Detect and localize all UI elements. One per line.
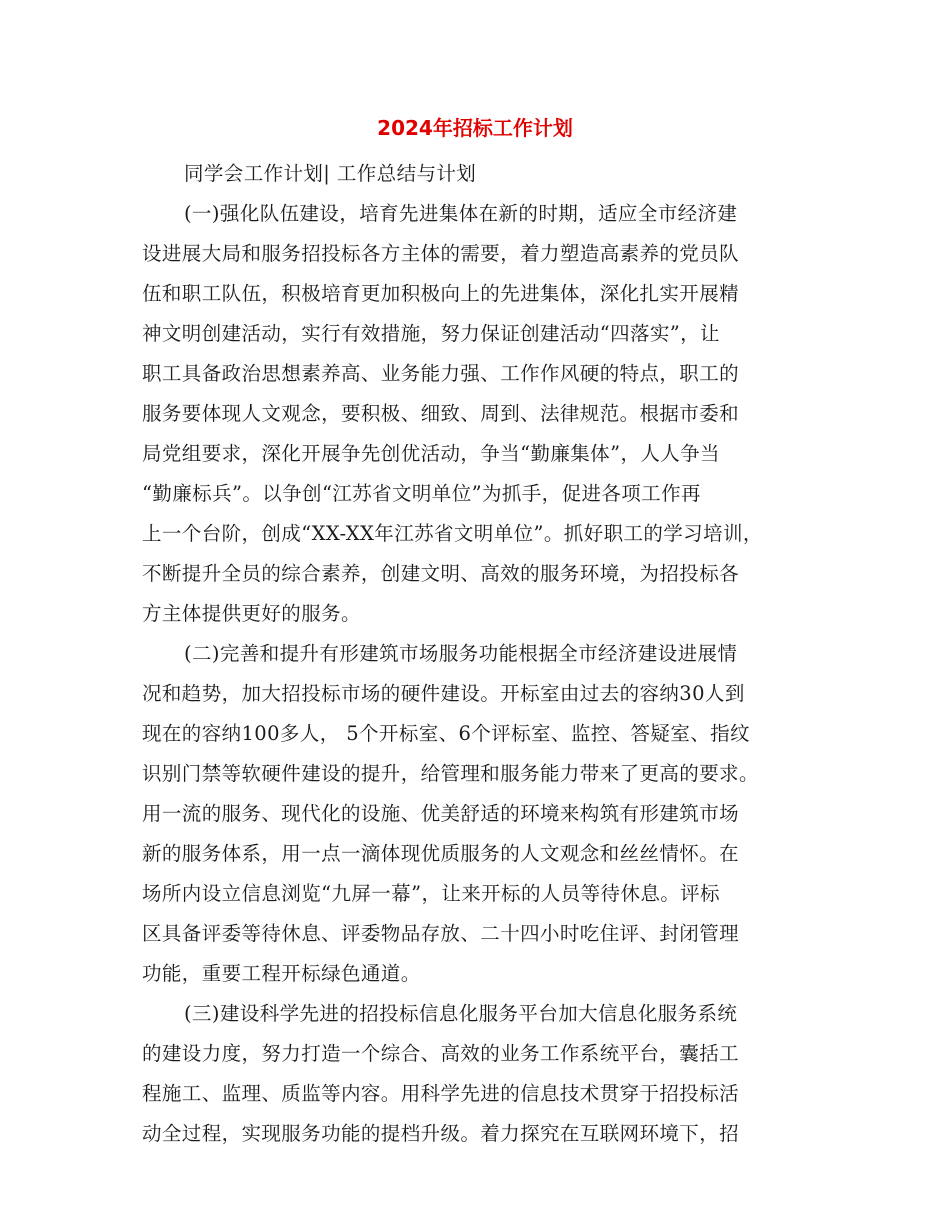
text-line: 不断提升全员的综合素养，创建文明、高效的服务环境，为招投标各 <box>142 562 740 585</box>
text-line: 场所内设立信息浏览“九屏一幕”，让来开标的人员等待休息。评标 <box>142 882 720 905</box>
text-line: 伍和职工队伍，积极培育更加积极向上的先进集体，深化扎实开展精 <box>142 282 740 305</box>
text-line: 现在的容纳100多人， 5个开标室、6个评标室、监控、答疑室、指纹 <box>142 722 750 745</box>
text-line: 服务要体现人文观念，要积极、细致、周到、法律规范。根据市委和 <box>142 402 740 425</box>
text-line: “勤廉标兵”。以争创“江苏省文明单位”为抓手，促进各项工作再 <box>142 482 701 505</box>
text-line: 程施工、监理、质监等内容。用科学先进的信息技术贯穿于招投标活 <box>142 1082 740 1105</box>
text-line: 区具备评委等待休息、评委物品存放、二十四小时吃住评、封闭管理 <box>142 922 740 945</box>
text-line: 用一流的服务、现代化的设施、优美舒适的环境来构筑有形建筑市场 <box>142 802 740 825</box>
document-title: 2024年招标工作计划 <box>377 116 573 140</box>
text-line: 神文明创建活动，实行有效措施，努力保证创建活动“四落实”，让 <box>142 322 720 345</box>
text-line: 功能，重要工程开标绿色通道。 <box>142 962 421 985</box>
document-body <box>142 158 822 1158</box>
text-line: 动全过程，实现服务功能的提档升级。着力探究在互联网环境下，招 <box>142 1122 740 1145</box>
text-line: 识别门禁等软硬件建设的提升，给管理和服务能力带来了更高的要求。 <box>142 762 759 785</box>
text-line: 的建设力度，努力打造一个综合、高效的业务工作系统平台，囊括工 <box>142 1042 740 1065</box>
text-line: 况和趋势，加大招投标市场的硬件建设。开标室由过去的容纳30人到 <box>142 682 745 705</box>
text-line: 方主体提供更好的服务。 <box>142 602 361 625</box>
text-line: 上一个台阶，创成“XX-XX年江苏省文明单位”。抓好职工的学习培训， <box>142 522 763 545</box>
text-line: 设进展大局和服务招投标各方主体的需要，着力塑造高素养的党员队 <box>142 242 740 265</box>
text-line: (二)完善和提升有形建筑市场服务功能根据全市经济建设进展情 <box>184 642 738 665</box>
text-line: 局党组要求，深化开展争先创优活动，争当“勤廉集体”，人人争当 <box>142 442 720 465</box>
text-line: 同学会工作计划| 工作总结与计划 <box>184 162 477 185</box>
text-line: (一)强化队伍建设，培育先进集体在新的时期，适应全市经济建 <box>184 202 738 225</box>
text-line: 职工具备政治思想素养高、业务能力强、工作作风硬的特点，职工的 <box>142 362 740 385</box>
text-line: 新的服务体系，用一点一滴体现优质服务的人文观念和丝丝情怀。在 <box>142 842 740 865</box>
text-line: (三)建设科学先进的招投标信息化服务平台加大信息化服务系统 <box>184 1002 738 1025</box>
